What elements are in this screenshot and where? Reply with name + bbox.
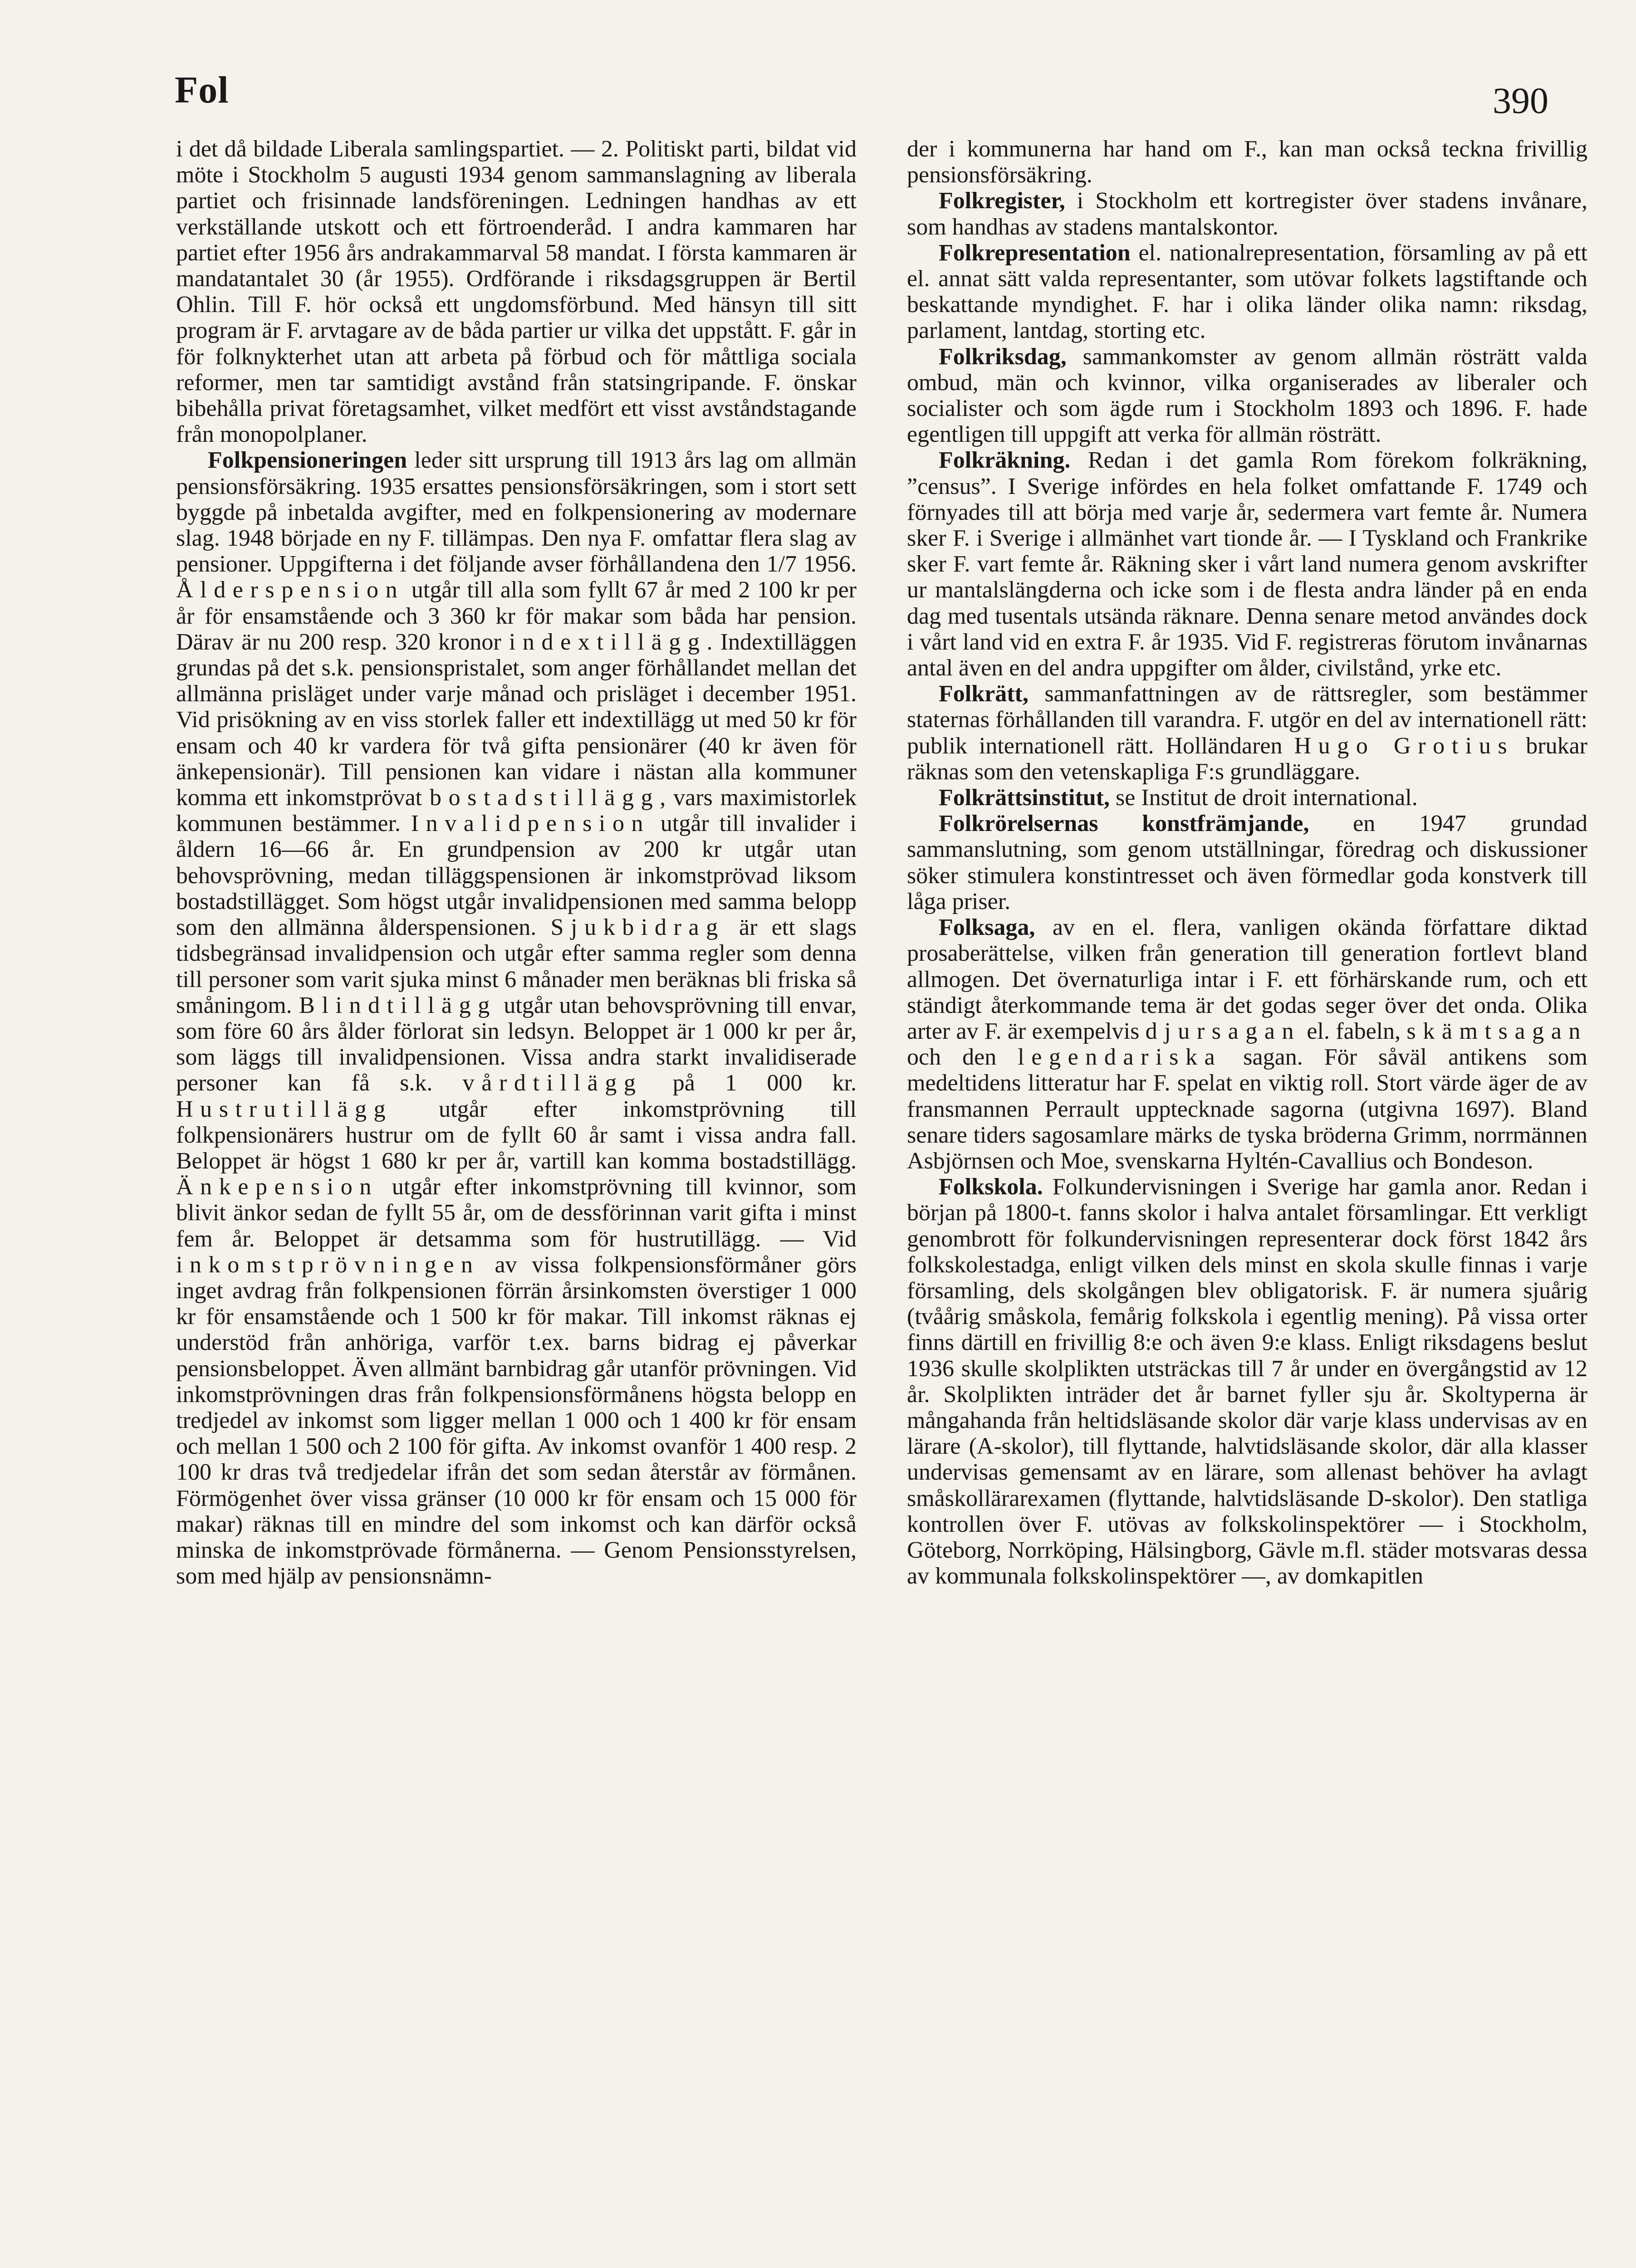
spaced-term: bostadstillägg [429, 785, 660, 811]
page-number: 390 [1493, 80, 1548, 121]
running-head: Fol [175, 69, 229, 111]
left-column [176, 136, 857, 1589]
spaced-term: inkomstprövningen [176, 1251, 480, 1278]
spaced-term: legendariska [1018, 1044, 1222, 1070]
entry-continuation-paragraph: i det då bildade Liberala samlingspartiet. — 2. Politiskt parti, bildat vid möte i Stockholm 5 augusti 1934 genom sammanslagning av liberala partiet och frisinnade landsföreningen. Ledningen handhas av ett verkställande utskott och ett förtroenderåd. I andra kammaren har partiet efter 1956 års andrakammarval 58 mandat. I första kammaren är mandatantalet 30 (år 1955). Ordförande i riksdagsgruppen är Bertil Ohlin. Till F. hör också ett ungdomsförbund. Med hänsyn till sitt program är F. arvtagare av de båda partier ur vilka det uppstått. F. går in för folknykterhet utan att arbeta på förbud och för måttliga sociala reformer, men tar samtidigt avstånd från statsingripande. F. önskar bibehålla privat företagsamhet, vilket medfört ett visst avståndstagande från monopolplaner. [176, 136, 857, 448]
entry-headword: Folkrörelsernas konstfrämjande, [939, 811, 1309, 837]
entry-headword: Folkpensioneringen [208, 447, 407, 474]
spaced-term: Hugo Grotius [1294, 733, 1514, 759]
entry-folkrorelsernas-konstframjande: Folkrörelsernas konstfrämjande, en 1947 grundad sammanslutning, som genom utställningar, föredrag och diskussioner söker stimulera konstintresset och även förmedlar goda konstverk till låga priser. [907, 811, 1587, 914]
spaced-term: Blindtillägg [299, 992, 497, 1018]
spaced-term: Änkepension [176, 1174, 378, 1200]
entry-headword: Folksaga, [939, 914, 1035, 941]
right-column [907, 136, 1587, 1589]
spaced-term: skämtsagan [1406, 1018, 1587, 1044]
spaced-term: Ålderspension [176, 577, 405, 603]
entry-folkrattsinstitut: Folkrättsinstitut, se Institut de droit international. [939, 785, 1418, 811]
spaced-term: djursagan [1145, 1018, 1301, 1044]
spaced-term: Invalidpension [411, 811, 651, 837]
entry-headword: Folkrättsinstitut, [939, 785, 1110, 811]
entry-folkregister: Folkregister, i Stockholm ett kortregister över stadens invånare, som handhas av stadens mantalskontor. [907, 188, 1587, 240]
entry-headword: Folkriksdag, [939, 343, 1067, 370]
entry-folkpensioneringen: Folkpensioneringen leder sitt ursprung till 1913 års lag om allmän pensionsförsäkring. 1935 ersattes pensionsförsäkringen, som i stort sett byggde på inbetalda avgifter, med en folkpensionering av modernare slag. 1948 började en ny F. tillämpas. Den nya F. omfattar flera slag av pensioner. Uppgifterna i det följande avser förhållandena den 1/7 1956. Ålderspension utgår till alla som fyllt 67 år med 2 100 kr per år för ensamstående och 3 360 kr för makar som båda har pension. Därav är nu 200 resp. 320 kronor indextillägg. Indextilläggen grundas på det s.k. pensionspristalet, som anger förhållandet mellan det allmänna prisläget under varje månad och prisläget i december 1951. Vid prisökning av en viss storlek faller ett indextillägg ut med 50 kr för ensam och 40 kr vardera för två gifta pensionärer (40 kr även för änkepensionär). Till pensionen kan vidare i nästan alla kommuner komma ett inkomstprövat bostadstillägg, vars maximistorlek kommunen bestämmer. Invalidpension utgår till invalider i åldern 16—66 år. En grundpension av 200 kr utgår utan behovsprövning, medan tilläggspensionen är inkomstprövad liksom bostadstillägget. Som högst utgår invalidpensionen med samma belopp som den allmänna ålderspensionen. Sjukbidrag är ett slags tidsbegränsad invalidpension och utgår efter samma regler som denna till personer som varit sjuka minst 6 månader men beräknas bli friska så småningom. Blindtillägg utgår utan behovsprövning till envar, som före 60 års ålder förlorat sin ledsyn. Beloppet är 1 000 kr per år, som läggs till invalidpensionen. Vissa andra starkt invalidiserade personer kan få s.k. vårdtillägg på 1 000 kr. Hustrutillägg utgår efter inkomstprövning till folkpensionärers hustrur om de fyllt 60 år samt i vissa andra fall. Beloppet är högst 1 680 kr per år, vartill kan komma bostadstillägg. Änkepension utgår efter inkomstprövning till kvinnor, som blivit änkor sedan de fyllt 55 år, om de dessförinnan varit gifta i minst fem år. Beloppet är detsamma som för hustrutillägg. — Vid inkomstprövningen av vissa folkpensionsförmåner görs inget avdrag från folkpensionen förrän årsinkomsten överstiger 1 000 kr för ensamstående och 1 500 kr för makar. Till inkomst räknas ej understöd från anhöriga, varför t.ex. barns bidrag ej påverkar pensionsbeloppet. Även allmänt barnbidrag går utanför prövningen. Vid inkomstprövningen dras från folkpensionsförmånens högsta belopp en tredjedel av inkomst som ligger mellan 1 000 och 1 400 kr för ensam och mellan 1 500 och 2 100 för gifta. Av inkomst ovanför 1 400 resp. 2 100 kr dras två tredjedelar ifrån det som sedan återstår av förmånen. Förmögenhet över vissa gränser (10 000 kr för ensam och 15 000 för makar) räknas till en mindre del som inkomst och kan därför också minska de inkomstprövade förmånerna. — Genom Pensionsstyrelsen, som med hjälp av pensionsnämn- [176, 447, 857, 1589]
entry-headword: Folkregister, [939, 188, 1065, 214]
entry-continuation-paragraph: der i kommunerna har hand om F., kan man också teckna frivillig pensionsförsäkring. [907, 136, 1587, 188]
spaced-term: Sjukbidrag [550, 914, 725, 941]
entry-headword: Folkräkning. [939, 447, 1071, 474]
entry-headword: Folkrätt, [939, 681, 1029, 707]
entry-folkriksdag: Folkriksdag, sammankomster av genom allmän rösträtt valda ombud, män och kvinnor, vilka organiserades av liberaler och socialister och som ägde rum i Stockholm 1893 och 1896. F. hade egentligen till uppgift att verka för allmän rösträtt. [907, 343, 1587, 448]
spaced-term: vårdtillägg [462, 1070, 643, 1096]
spaced-term: Hustrutillägg [176, 1096, 393, 1122]
entry-folkrepresentation: Folkrepresentation el. nationalrepresentation, församling av på ett el. annat sätt valda representanter, som utövar folkets lagstiftande och beskattande myndighet. F. har i olika länder olika namn: riksdag, parlament, lantdag, storting etc. [907, 240, 1587, 344]
entry-headword: Folkskola. [939, 1174, 1043, 1200]
entry-folksaga: Folksaga, av en el. flera, vanligen okända författare diktad prosaberättelse, vilken från generation till generation fortlevt bland allmogen. Det övernaturliga intar i F. ett förhärskande rum, och ett ständigt återkommande tema är det godas seger över det onda. Olika arter av F. är exempelvis djursagan el. fabeln, skämtsagan och den legendariska sagan. För såväl antikens som medeltidens litteratur har F. spelat en viktig roll. Stort värde äger de av fransmannen Perrault upptecknade sagorna (utgivna 1697). Bland senare tiders sagosamlare märks de tyska bröderna Grimm, norrmännen Asbjörnsen och Moe, svenskarna Hyltén-Cavallius och Bondeson. [907, 914, 1587, 1174]
entry-folkratt: Folkrätt, sammanfattningen av de rättsregler, som bestämmer staternas förhållanden till varandra. F. utgör en del av internationell rätt: publik internationell rätt. Holländaren Hugo Grotius brukar räknas som den vetenskapliga F:s grundläggare. [907, 681, 1587, 785]
entry-folkskola: Folkskola. Folkundervisningen i Sverige har gamla anor. Redan i början på 1800-t. fanns skolor i halva antalet församlingar. Ett verkligt genombrott för folkundervisningen representerar dock först 1842 års folkskolestadga, enligt vilken dels minst en skola skulle finnas i varje församling, dels skolgången blev obligatorisk. F. är numera sjuårig (tvåårig småskola, femårig folkskola i egentlig mening). På vissa orter finns därtill en frivillig 8:e och även 9:e klass. Enligt riksdagens beslut 1936 skulle skolplikten utsträckas till 7 år under en övergångstid av 12 år. Skolplikten inträder det år barnet fyller sju år. Skoltyperna är mångahanda från heltidsläsande skolor där varje klass undervisas av en lärare (A-skolor), till flyttande, halvtidsläsande skolor, där alla klasser undervisas gemensamt av en lärare, som allenast behöver ha avlagt småskollärarexamen (flyttande, halvtidsläsande D-skolor). Den statliga kontrollen över F. utövas av folkskolinspektörer — i Stockholm, Göteborg, Norrköping, Hälsingborg, Gävle m.fl. städer motsvaras dessa av kommunala folkskolinspektörer —, av domkapitlen [907, 1174, 1587, 1589]
entry-folkrakning: Folkräkning. Redan i det gamla Rom förekom folkräkning, ”census”. I Sverige infördes en hela folket omfattande F. 1749 och förnyades till att börja med varje år, sedermera vart femte år. Numera sker F. i Sverige i allmänhet vart tionde år. — I Tyskland och Frankrike sker F. vart femte år. Räkning sker i vårt land numera genom avskrifter ur mantalslängderna och icke som i de flesta andra länder på en enda dag med tusentals utsända räknare. Denna senare metod användes dock i vårt land vid en extra F. år 1935. Vid F. registreras förutom invånarnas antal även en del andra uppgifter om ålder, civilstånd, yrke etc. [907, 447, 1587, 681]
spaced-term: indextillägg [509, 629, 707, 655]
entry-headword: Folkrepresentation [939, 240, 1131, 266]
